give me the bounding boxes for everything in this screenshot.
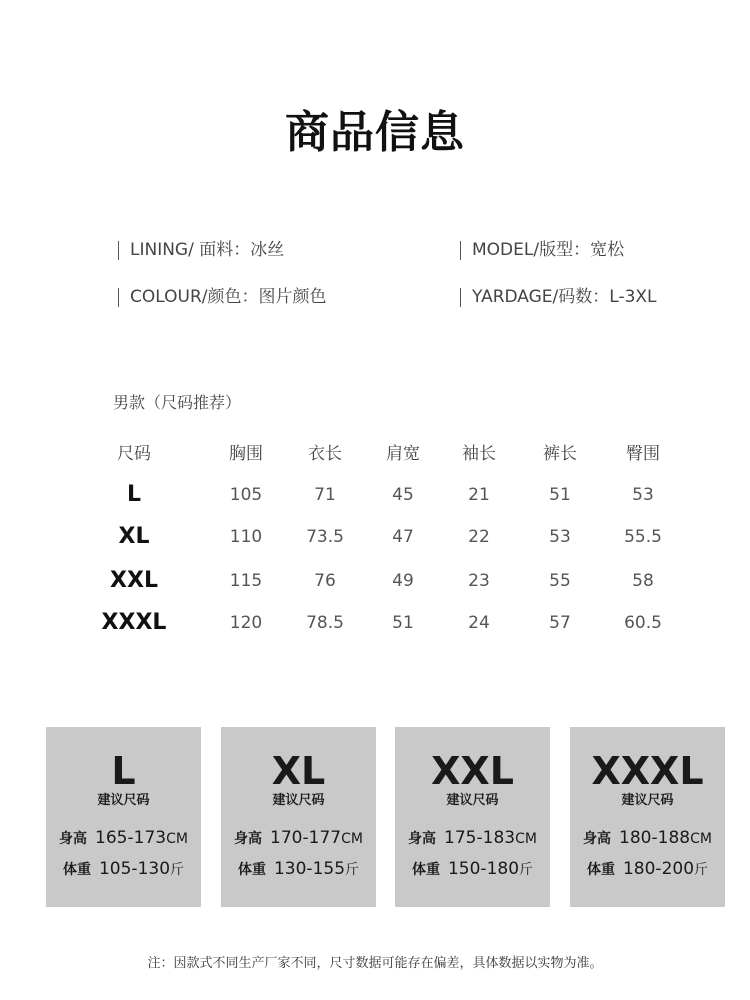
weight-label: 体重 — [586, 862, 615, 878]
weight-label: 体重 — [62, 862, 91, 878]
recommend-card-l — [46, 727, 201, 907]
table-cell: 115 — [229, 571, 263, 591]
card-weight-line — [570, 858, 725, 881]
weight-label: 体重 — [237, 862, 266, 878]
card-weight-line — [46, 858, 201, 881]
card-weight-line — [395, 858, 550, 881]
info-lining — [118, 239, 284, 261]
info-value: 冰丝 — [250, 240, 285, 260]
table-header-size: 尺码 — [117, 444, 151, 464]
divider-bar — [118, 288, 119, 307]
info-yardage — [460, 286, 657, 308]
recommend-card-xl — [221, 727, 376, 907]
height-value: 165-173 — [95, 828, 167, 848]
weight-unit: 斤 — [170, 862, 185, 878]
info-label: LINING/ 面料： — [130, 240, 251, 260]
weight-value: 150-180 — [447, 859, 520, 879]
table-cell: 76 — [314, 571, 336, 591]
table-size-label: L — [126, 482, 142, 507]
table-header-length: 衣长 — [308, 444, 342, 464]
height-value: 170-177 — [270, 828, 342, 848]
table-header-sleeve: 袖长 — [462, 444, 496, 464]
weight-unit: 斤 — [519, 862, 534, 878]
height-label: 身高 — [583, 831, 612, 847]
card-size: XXXL — [591, 749, 704, 793]
table-cell: 24 — [468, 613, 490, 633]
size-table-caption: 男款（尺码推荐） — [113, 393, 242, 412]
table-size-label: XXL — [110, 568, 158, 593]
recommend-card-xxxl — [570, 727, 725, 907]
card-height-line — [570, 827, 725, 850]
card-weight-line — [221, 858, 376, 881]
info-colour — [118, 286, 326, 308]
height-value: 175-183 — [444, 828, 516, 848]
height-label: 身高 — [234, 831, 263, 847]
weight-unit: 斤 — [694, 862, 709, 878]
table-header-hip: 臀围 — [626, 444, 660, 464]
height-value: 180-188 — [619, 828, 691, 848]
table-cell: 78.5 — [306, 613, 344, 633]
card-caption: 建议尺码 — [621, 793, 674, 808]
weight-value: 105-130 — [98, 859, 171, 879]
weight-unit: 斤 — [345, 862, 360, 878]
table-cell: 120 — [229, 613, 263, 633]
table-cell: 47 — [392, 527, 414, 547]
footer-note: 注：因款式不同生产厂家不同，尺寸数据可能存在偏差，具体数据以实物为准。 — [147, 956, 603, 971]
card-height-line — [395, 827, 550, 850]
table-cell: 73.5 — [306, 527, 344, 547]
weight-label: 体重 — [411, 862, 440, 878]
card-height-line — [221, 827, 376, 850]
info-value: 宽松 — [590, 240, 625, 260]
table-cell: 51 — [549, 485, 571, 505]
table-cell: 55.5 — [624, 527, 662, 547]
table-cell: 53 — [632, 485, 654, 505]
table-size-label: XXXL — [101, 610, 167, 635]
divider-bar — [460, 241, 461, 260]
table-cell: 21 — [468, 485, 490, 505]
table-cell: 51 — [392, 613, 414, 633]
info-label: COLOUR/颜色： — [130, 287, 259, 307]
info-value: L-3XL — [609, 287, 657, 307]
card-height-line — [46, 827, 201, 850]
card-size: L — [111, 749, 136, 793]
table-header-chest: 胸围 — [229, 444, 263, 464]
height-unit: CM — [690, 831, 712, 847]
table-cell: 45 — [392, 485, 414, 505]
height-label: 身高 — [59, 831, 88, 847]
info-model — [460, 239, 624, 261]
card-caption: 建议尺码 — [272, 793, 325, 808]
table-cell: 105 — [229, 485, 263, 505]
info-value: 图片颜色 — [258, 287, 327, 307]
table-cell: 53 — [549, 527, 571, 547]
table-header-pants-length: 裤长 — [543, 444, 577, 464]
height-unit: CM — [515, 831, 537, 847]
table-cell: 57 — [549, 613, 571, 633]
info-label: YARDAGE/码数： — [472, 287, 610, 307]
table-cell: 22 — [468, 527, 490, 547]
height-label: 身高 — [408, 831, 437, 847]
weight-value: 130-155 — [273, 859, 346, 879]
table-cell: 23 — [468, 571, 490, 591]
table-cell: 110 — [229, 527, 263, 547]
weight-value: 180-200 — [622, 859, 695, 879]
height-unit: CM — [341, 831, 363, 847]
divider-bar — [118, 241, 119, 260]
table-cell: 58 — [632, 571, 654, 591]
table-cell: 60.5 — [624, 613, 662, 633]
table-cell: 55 — [549, 571, 571, 591]
card-caption: 建议尺码 — [97, 793, 150, 808]
height-unit: CM — [166, 831, 188, 847]
divider-bar — [460, 288, 461, 307]
card-size: XL — [271, 749, 326, 793]
table-cell: 49 — [392, 571, 414, 591]
card-caption: 建议尺码 — [446, 793, 499, 808]
card-size: XXL — [431, 749, 514, 793]
page-title: 商品信息 — [285, 107, 465, 158]
table-cell: 71 — [314, 485, 336, 505]
table-header-shoulder: 肩宽 — [386, 444, 420, 464]
table-size-label: XL — [118, 524, 150, 549]
info-label: MODEL/版型： — [472, 240, 591, 260]
recommend-card-xxl — [395, 727, 550, 907]
